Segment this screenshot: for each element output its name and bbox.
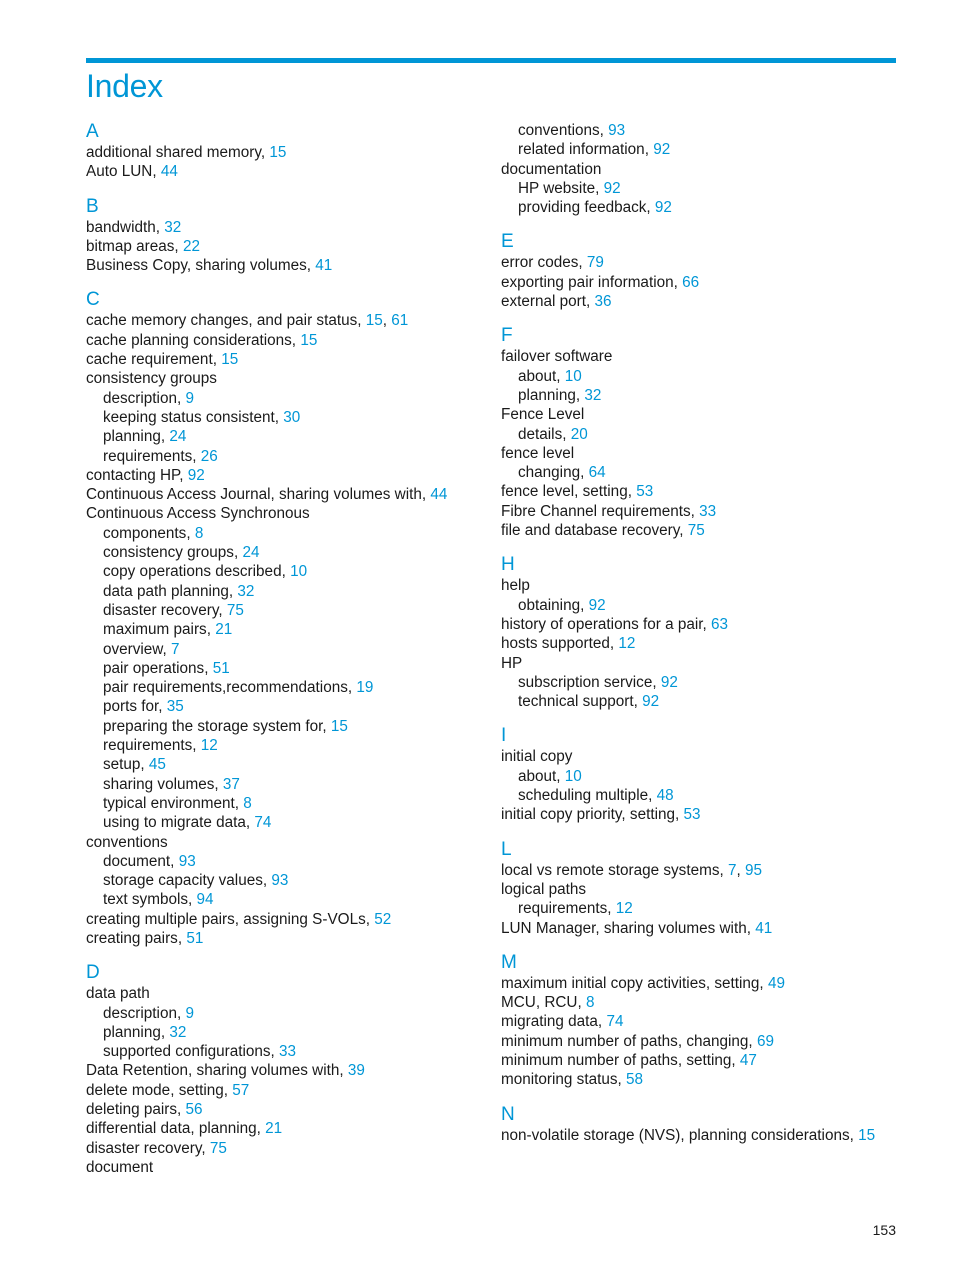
- entry-term: document: [86, 1158, 154, 1176]
- page-link[interactable]: 47: [739, 1051, 757, 1069]
- entry-term: keeping status consistent,: [103, 408, 284, 426]
- entry-term: supported configurations,: [103, 1043, 280, 1061]
- index-subentry: [86, 717, 486, 736]
- index-subentry: [86, 601, 486, 620]
- page-link[interactable]: 7: [727, 861, 737, 879]
- header-rule: [86, 58, 896, 63]
- page-link[interactable]: 44: [430, 486, 448, 504]
- page-link[interactable]: 57: [232, 1081, 250, 1099]
- section-letter: A: [86, 121, 99, 142]
- page-link[interactable]: 92: [660, 673, 678, 691]
- entry-term: disaster recovery,: [86, 1139, 210, 1157]
- entry-term: failover software: [501, 348, 613, 366]
- index-section: [501, 325, 901, 540]
- entry-term: data path: [86, 985, 150, 1003]
- index-subentry: [501, 692, 901, 711]
- entry-term: creating pairs,: [86, 929, 187, 947]
- entry-term: HP website,: [518, 179, 604, 197]
- index-section: [86, 962, 486, 1177]
- page-link[interactable]: 12: [615, 900, 633, 918]
- page-link[interactable]: 92: [642, 693, 660, 711]
- page-link[interactable]: 53: [683, 806, 701, 824]
- page-link[interactable]: 92: [654, 199, 672, 217]
- index-subentry: [86, 447, 486, 466]
- entry-term: disaster recovery,: [103, 601, 227, 619]
- entry-term: sharing volumes,: [103, 775, 223, 793]
- index-section: [501, 725, 901, 824]
- page-link[interactable]: 93: [271, 872, 289, 890]
- entry-term: fence level, setting,: [501, 483, 637, 501]
- index-entry: [501, 861, 901, 880]
- page-link[interactable]: 24: [169, 428, 187, 446]
- index-subentry: [86, 427, 486, 446]
- entry-term: subscription service,: [518, 673, 661, 691]
- entry-term: LUN Manager, sharing volumes with,: [501, 919, 756, 937]
- page-link[interactable]: 61: [391, 312, 409, 330]
- index-subentry: [86, 852, 486, 871]
- page-link[interactable]: 21: [265, 1120, 283, 1138]
- page-link[interactable]: 8: [243, 794, 252, 812]
- index-subentry: [501, 367, 901, 386]
- page-link[interactable]: 20: [570, 425, 588, 443]
- index-subentry: [86, 582, 486, 601]
- page-link[interactable]: 63: [711, 615, 729, 633]
- page-link[interactable]: 30: [283, 408, 301, 426]
- entry-term: copy operations described,: [103, 563, 291, 581]
- page-link[interactable]: 9: [185, 389, 194, 407]
- index-entry: [86, 929, 486, 948]
- index-subentry: [501, 786, 901, 805]
- entry-term: conventions,: [518, 122, 609, 139]
- entry-term: storage capacity values,: [103, 872, 272, 890]
- entry-term: ports for,: [103, 698, 167, 716]
- index-subentry: [86, 890, 486, 909]
- index-subentry: [86, 755, 486, 774]
- section-letter: N: [501, 1103, 515, 1125]
- page-link[interactable]: 9: [185, 1004, 194, 1022]
- continued-entries: [501, 121, 901, 217]
- entry-term: details,: [518, 425, 571, 443]
- page-link[interactable]: 33: [279, 1043, 297, 1061]
- index-section: [86, 196, 486, 276]
- entry-term: cache memory changes, and pair status,: [86, 312, 366, 330]
- index-entry: [86, 485, 486, 504]
- index-subentry: [501, 463, 901, 482]
- page-link[interactable]: 74: [606, 1013, 624, 1031]
- page-link[interactable]: 10: [564, 767, 582, 785]
- entry-term: setup,: [103, 756, 149, 774]
- entry-term: cache requirement,: [86, 351, 222, 369]
- entry-term: Data Retention, sharing volumes with,: [86, 1062, 348, 1080]
- page-link[interactable]: 15: [858, 1126, 876, 1144]
- entry-term: Auto LUN,: [86, 163, 161, 181]
- entry-term: cache planning considerations,: [86, 331, 301, 349]
- entry-term: related information,: [518, 141, 654, 159]
- index-column-right: [501, 121, 901, 1145]
- index-entry: [501, 1126, 901, 1145]
- page-link[interactable]: 32: [164, 218, 182, 236]
- entry-term: about,: [518, 767, 565, 785]
- section-letter: D: [86, 962, 100, 984]
- page-link[interactable]: 32: [169, 1023, 187, 1041]
- entry-term: file and database recovery,: [501, 522, 688, 540]
- page-link[interactable]: 92: [588, 596, 606, 614]
- page-separator: ,: [382, 312, 392, 330]
- index-entry: [86, 311, 486, 330]
- entry-term: error codes,: [501, 254, 587, 272]
- entry-term: consistency groups: [86, 370, 217, 388]
- section-letter: M: [501, 951, 517, 973]
- index-entry: [501, 1012, 901, 1031]
- entry-term: conventions: [86, 833, 168, 851]
- index-section: [501, 839, 901, 938]
- entry-term: components,: [103, 524, 195, 542]
- index-entry: [501, 1070, 901, 1089]
- page-link[interactable]: 58: [625, 1071, 643, 1089]
- page-link[interactable]: 51: [212, 659, 230, 677]
- page-link[interactable]: 36: [594, 293, 612, 311]
- page-link[interactable]: 74: [254, 814, 272, 832]
- entry-term: initial copy: [501, 748, 573, 766]
- index-subentry: [86, 562, 486, 581]
- page-link[interactable]: 37: [222, 775, 240, 793]
- entry-term: help: [501, 577, 530, 595]
- index-entry: [86, 350, 486, 369]
- page-link[interactable]: 10: [290, 563, 308, 581]
- index-subentry: [501, 767, 901, 786]
- page-link[interactable]: 41: [755, 919, 773, 937]
- entry-term: requirements,: [518, 900, 616, 918]
- index-entry: [501, 974, 901, 993]
- entry-term: exporting pair information,: [501, 273, 683, 291]
- page-link[interactable]: 51: [186, 929, 204, 947]
- index-entry: [86, 162, 486, 181]
- page-link[interactable]: 32: [584, 386, 602, 404]
- entry-term: data path planning,: [103, 582, 238, 600]
- entry-term: Business Copy, sharing volumes,: [86, 257, 316, 275]
- index-entry: [501, 1051, 901, 1070]
- page-link[interactable]: 22: [182, 237, 200, 255]
- page-link[interactable]: 52: [374, 910, 392, 928]
- entry-term: local vs remote storage systems,: [501, 861, 728, 879]
- index-section: [501, 231, 901, 311]
- entry-term: pair operations,: [103, 659, 213, 677]
- section-letter: C: [86, 289, 100, 311]
- index-subentry: [86, 543, 486, 562]
- index-entry: [501, 405, 901, 424]
- index-entry: [501, 502, 901, 521]
- entry-term: planning,: [518, 386, 585, 404]
- index-section: [86, 289, 486, 948]
- index-subentry: [86, 697, 486, 716]
- entry-term: fence level: [501, 444, 575, 462]
- page-link[interactable]: 66: [682, 273, 700, 291]
- index-entry: [86, 1081, 486, 1100]
- page-link[interactable]: 49: [767, 974, 785, 992]
- page-separator: ,: [736, 861, 745, 879]
- page-link[interactable]: 24: [242, 544, 260, 562]
- entry-term: overview,: [103, 640, 172, 658]
- index-entry: [86, 833, 486, 852]
- entry-term: MCU, RCU,: [501, 994, 586, 1012]
- index-entry: [86, 1100, 486, 1119]
- index-subentry: [501, 425, 901, 444]
- index-subentry: [86, 659, 486, 678]
- page-title: Index: [86, 68, 163, 104]
- index-column-left: [86, 121, 486, 1177]
- index-subentry: [86, 408, 486, 427]
- page-link[interactable]: 92: [187, 466, 205, 484]
- entry-term: text symbols,: [103, 891, 197, 909]
- page-link[interactable]: 39: [347, 1062, 365, 1080]
- index-subentry: [501, 596, 901, 615]
- index-entry: [86, 256, 486, 275]
- index-entry: [501, 919, 901, 938]
- index-section: [501, 1104, 901, 1145]
- index-entry: [501, 654, 901, 673]
- index-subentry: [86, 678, 486, 697]
- entry-term: scheduling multiple,: [518, 787, 657, 805]
- section-letter: E: [501, 231, 514, 253]
- index-entry: [86, 466, 486, 485]
- index-entry: [86, 237, 486, 256]
- entry-term: document,: [103, 852, 179, 870]
- page-link[interactable]: 56: [185, 1101, 203, 1119]
- page-number: 153: [872, 1222, 896, 1238]
- page-link[interactable]: 93: [608, 122, 626, 139]
- page-link[interactable]: 95: [745, 861, 763, 879]
- entry-term: preparing the storage system for,: [103, 717, 331, 735]
- index-subentry: [86, 620, 486, 639]
- entry-term: pair requirements,recommendations,: [103, 679, 357, 697]
- page-link[interactable]: 75: [687, 522, 705, 540]
- index-entry: [501, 160, 901, 179]
- entry-term: providing feedback,: [518, 199, 655, 217]
- index-entry: [501, 482, 901, 501]
- entry-term: delete mode, setting,: [86, 1081, 233, 1099]
- index-subentry: [501, 121, 901, 140]
- index-entry: [86, 331, 486, 350]
- page-link[interactable]: 15: [365, 312, 383, 330]
- page-link[interactable]: 75: [226, 601, 244, 619]
- index-entry: [86, 218, 486, 237]
- entry-term: planning,: [103, 1023, 170, 1041]
- index-entry: [501, 880, 901, 899]
- index-subentry: [501, 179, 901, 198]
- index-subentry: [86, 640, 486, 659]
- page-link[interactable]: 44: [160, 163, 178, 181]
- page-link[interactable]: 21: [215, 621, 233, 639]
- index-subentry: [86, 524, 486, 543]
- entry-term: requirements,: [103, 447, 201, 465]
- entry-term: about,: [518, 367, 565, 385]
- index-entry: [86, 1139, 486, 1158]
- entry-term: technical support,: [518, 693, 643, 711]
- index-entry: [86, 984, 486, 1003]
- index-entry: [501, 576, 901, 595]
- index-entry: [501, 1032, 901, 1051]
- page-link[interactable]: 69: [756, 1032, 774, 1050]
- index-entry: [501, 521, 901, 540]
- entry-term: typical environment,: [103, 794, 244, 812]
- entry-term: creating multiple pairs, assigning S-VOLs,: [86, 910, 375, 928]
- index-section: [501, 952, 901, 1090]
- page-link[interactable]: 92: [603, 179, 621, 197]
- entry-term: obtaining,: [518, 596, 589, 614]
- index-subentry: [86, 736, 486, 755]
- section-letter: H: [501, 554, 515, 576]
- page-link[interactable]: 93: [178, 852, 196, 870]
- page-link[interactable]: 45: [148, 756, 166, 774]
- index-section: [86, 121, 486, 182]
- entry-term: description,: [103, 389, 186, 407]
- entry-term: using to migrate data,: [103, 814, 255, 832]
- entry-term: Continuous Access Synchronous: [86, 505, 310, 523]
- index-subentry: [86, 794, 486, 813]
- page-link[interactable]: 26: [200, 447, 218, 465]
- index-subentry: [86, 1004, 486, 1023]
- index-subentry: [86, 775, 486, 794]
- page-link[interactable]: 35: [166, 698, 184, 716]
- index-entry: [501, 615, 901, 634]
- index-entry: [86, 1061, 486, 1080]
- index-entry: [501, 634, 901, 653]
- index-subentry: [86, 1042, 486, 1061]
- index-entry: [86, 910, 486, 929]
- entry-term: HP: [501, 654, 523, 672]
- entry-term: documentation: [501, 160, 602, 178]
- entry-term: migrating data,: [501, 1013, 607, 1031]
- entry-term: history of operations for a pair,: [501, 615, 712, 633]
- index-subentry: [86, 871, 486, 890]
- entry-term: changing,: [518, 464, 589, 482]
- page-link[interactable]: 15: [269, 144, 287, 161]
- page-link[interactable]: 75: [209, 1139, 227, 1157]
- entry-term: monitoring status,: [501, 1071, 626, 1089]
- page-link[interactable]: 15: [300, 331, 318, 349]
- entry-term: bandwidth,: [86, 218, 165, 236]
- index-subentry: [501, 140, 901, 159]
- page-link[interactable]: 15: [330, 717, 348, 735]
- entry-term: bitmap areas,: [86, 237, 183, 255]
- index-entry: [86, 369, 486, 388]
- section-letter: B: [86, 195, 99, 217]
- entry-term: differential data, planning,: [86, 1120, 266, 1138]
- index-subentry: [86, 813, 486, 832]
- index-entry: [501, 993, 901, 1012]
- entry-term: minimum number of paths, changing,: [501, 1032, 757, 1050]
- index-entry: [86, 1158, 486, 1177]
- page-link[interactable]: 33: [699, 502, 717, 520]
- index-subentry: [501, 899, 901, 918]
- index-entry: [86, 143, 486, 162]
- index-subentry: [86, 1023, 486, 1042]
- page-link[interactable]: 32: [237, 582, 255, 600]
- page-link[interactable]: 94: [196, 891, 214, 909]
- index-subentry: [501, 673, 901, 692]
- entry-term: non-volatile storage (NVS), planning considerations,: [501, 1126, 859, 1144]
- page-link[interactable]: 10: [564, 367, 582, 385]
- page-link[interactable]: 15: [221, 351, 239, 369]
- entry-term: logical paths: [501, 880, 587, 898]
- entry-term: hosts supported,: [501, 635, 619, 653]
- page-link[interactable]: 64: [588, 464, 606, 482]
- section-letter: I: [501, 725, 507, 747]
- page-link[interactable]: 48: [656, 787, 674, 805]
- index-subentry: [501, 198, 901, 217]
- page-link[interactable]: 41: [315, 257, 333, 275]
- index-section: [501, 554, 901, 711]
- entry-term: external port,: [501, 293, 595, 311]
- page-link[interactable]: 19: [356, 679, 374, 697]
- entry-term: deleting pairs,: [86, 1101, 186, 1119]
- section-letter: L: [501, 838, 512, 860]
- page-link[interactable]: 92: [653, 141, 671, 159]
- index-subentry: [501, 386, 901, 405]
- index-entry: [501, 444, 901, 463]
- index-entry: [86, 1119, 486, 1138]
- entry-term: consistency groups,: [103, 544, 243, 562]
- index-subentry: [86, 389, 486, 408]
- entry-term: minimum number of paths, setting,: [501, 1051, 740, 1069]
- entry-term: maximum initial copy activities, setting,: [501, 974, 768, 992]
- entry-term: requirements,: [103, 737, 201, 755]
- section-letter: F: [501, 325, 513, 347]
- index-entry: [501, 347, 901, 366]
- entry-term: description,: [103, 1004, 186, 1022]
- page-link[interactable]: 12: [618, 635, 636, 653]
- entry-term: Continuous Access Journal, sharing volumes with,: [86, 486, 431, 504]
- entry-term: planning,: [103, 428, 170, 446]
- entry-term: additional shared memory,: [86, 144, 270, 161]
- index-entry: [501, 273, 901, 292]
- index-entry: [501, 292, 901, 311]
- index-entry: [86, 504, 486, 523]
- entry-term: contacting HP,: [86, 466, 188, 484]
- index-entry: [501, 805, 901, 824]
- index-entry: [501, 747, 901, 766]
- page-link[interactable]: 53: [636, 483, 654, 501]
- index-entry: [501, 253, 901, 272]
- entry-term: maximum pairs,: [103, 621, 216, 639]
- page-link[interactable]: 8: [585, 994, 595, 1012]
- entry-term: initial copy priority, setting,: [501, 806, 684, 824]
- page-link[interactable]: 8: [194, 524, 204, 542]
- entry-term: Fence Level: [501, 406, 585, 424]
- page-link[interactable]: 12: [200, 737, 218, 755]
- entry-term: Fibre Channel requirements,: [501, 502, 700, 520]
- page-link[interactable]: 7: [171, 640, 180, 658]
- page-link[interactable]: 79: [586, 254, 604, 272]
